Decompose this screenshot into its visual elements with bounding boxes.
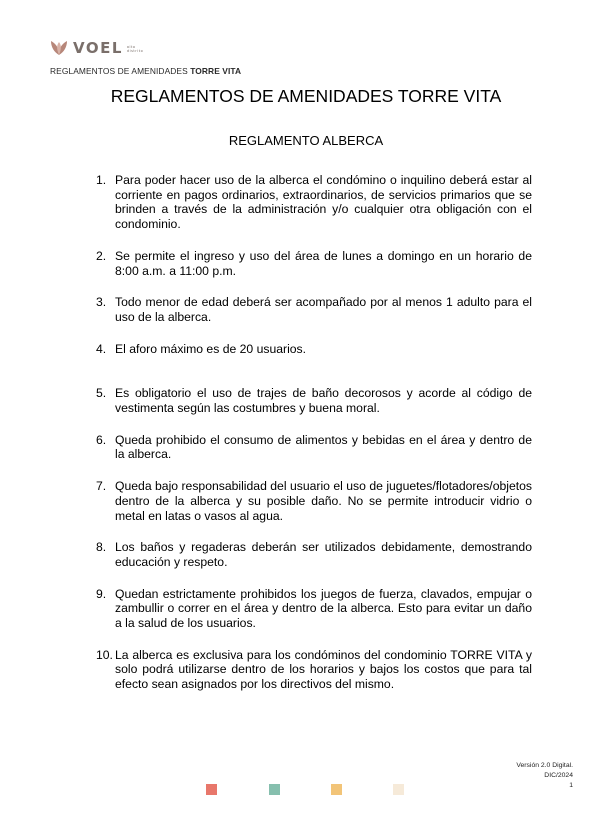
rule-item [96, 295, 532, 324]
rule-number: 5. [96, 386, 107, 401]
rule-number: 1. [96, 173, 107, 187]
logo-subtitle-line2: distrito [126, 48, 144, 53]
rule-text: Se permite el ingreso y uso del área de lunes a domingo en un horario de 8:00 a.m. a 11:00 p.m. [115, 248, 532, 278]
rule-text: Todo menor de edad deberá ser acompañado por al menos 1 adulto para el uso de la alberca. [115, 295, 532, 324]
running-header-suffix: TORRE VITA [190, 66, 242, 76]
rule-number: 2. [96, 248, 107, 263]
footer-version: Versión 2.0 Digital. [516, 762, 573, 769]
rule-number: 9. [96, 586, 107, 601]
rule-text: Para poder hacer uso de la alberca el condómino o inquilino deberá estar al corriente en pagos ordinarios, extraordinarios, de servicios primarios que se brinden a través de la administración y/o cualquier otra obligación con el condominio. [115, 173, 532, 232]
color-mark-coral [206, 784, 217, 795]
rule-number: 7. [96, 479, 107, 494]
logo-subtitle [127, 45, 143, 53]
rule-text: Quedan estrictamente prohibidos los juegos de fuerza, clavados, empujar o zambullir o correr en el área y dentro de la alberca. Esto para evitar un daño a la salud de los usuarios. [115, 586, 532, 631]
rule-item [96, 540, 532, 569]
rule-number: 10. [96, 647, 113, 662]
rule-item [96, 173, 532, 232]
running-header-prefix: REGLAMENTOS DE AMENIDADES [50, 66, 188, 76]
color-mark-yellow [331, 784, 342, 795]
rule-item [96, 386, 532, 415]
rule-text: El aforo máximo es de 20 usuarios. [115, 341, 307, 356]
rule-number: 6. [96, 432, 107, 447]
voel-logo [50, 37, 143, 59]
rules-list [96, 173, 532, 692]
voel-leaf-icon [50, 40, 68, 56]
footer-info [516, 761, 573, 791]
footer-date: DIC/2024 [544, 772, 573, 779]
rule-number: 4. [96, 341, 107, 356]
rule-text: Queda bajo responsabilidad del usuario el uso de juguetes/flotadores/objetos dentro de la alberca y su posible daño. No se permite introducir vidrio o metal en latas o vasos al agua. [115, 479, 532, 523]
running-header [50, 66, 241, 76]
rule-item [96, 648, 532, 692]
rule-number: 3. [96, 295, 107, 310]
rule-item [96, 479, 532, 523]
color-mark-cream [393, 784, 404, 795]
logo-wordmark: VOEL [73, 39, 123, 57]
rule-text: La alberca es exclusiva para los condóminos del condominio TORRE VITA y solo podrá utilizarse dentro de los horarios y bajos los costos que para tal efecto sean asignados por los directivos del mismo. [115, 647, 532, 692]
rule-item [96, 433, 532, 462]
section-title: REGLAMENTO ALBERCA [228, 133, 384, 148]
rule-item [96, 587, 532, 631]
rule-number: 8. [96, 540, 107, 555]
rule-text: Queda prohibido el consumo de alimentos y bebidas en el área y dentro de la alberca. [115, 432, 532, 462]
document-title: REGLAMENTOS DE AMENIDADES TORRE VITA [110, 86, 502, 106]
color-mark-teal [269, 784, 280, 795]
logo-subtitle-line1: alto [126, 44, 136, 49]
page-number: 1 [569, 782, 573, 789]
rule-text: Los baños y regaderas deberán ser utilizados debidamente, demostrando educación y respeto. [115, 540, 532, 569]
rule-item [96, 342, 532, 357]
rule-item [96, 249, 532, 278]
rule-text: Es obligatorio el uso de trajes de baño decorosos y acorde al código de vestimenta según las costumbres y buena moral. [115, 386, 532, 416]
